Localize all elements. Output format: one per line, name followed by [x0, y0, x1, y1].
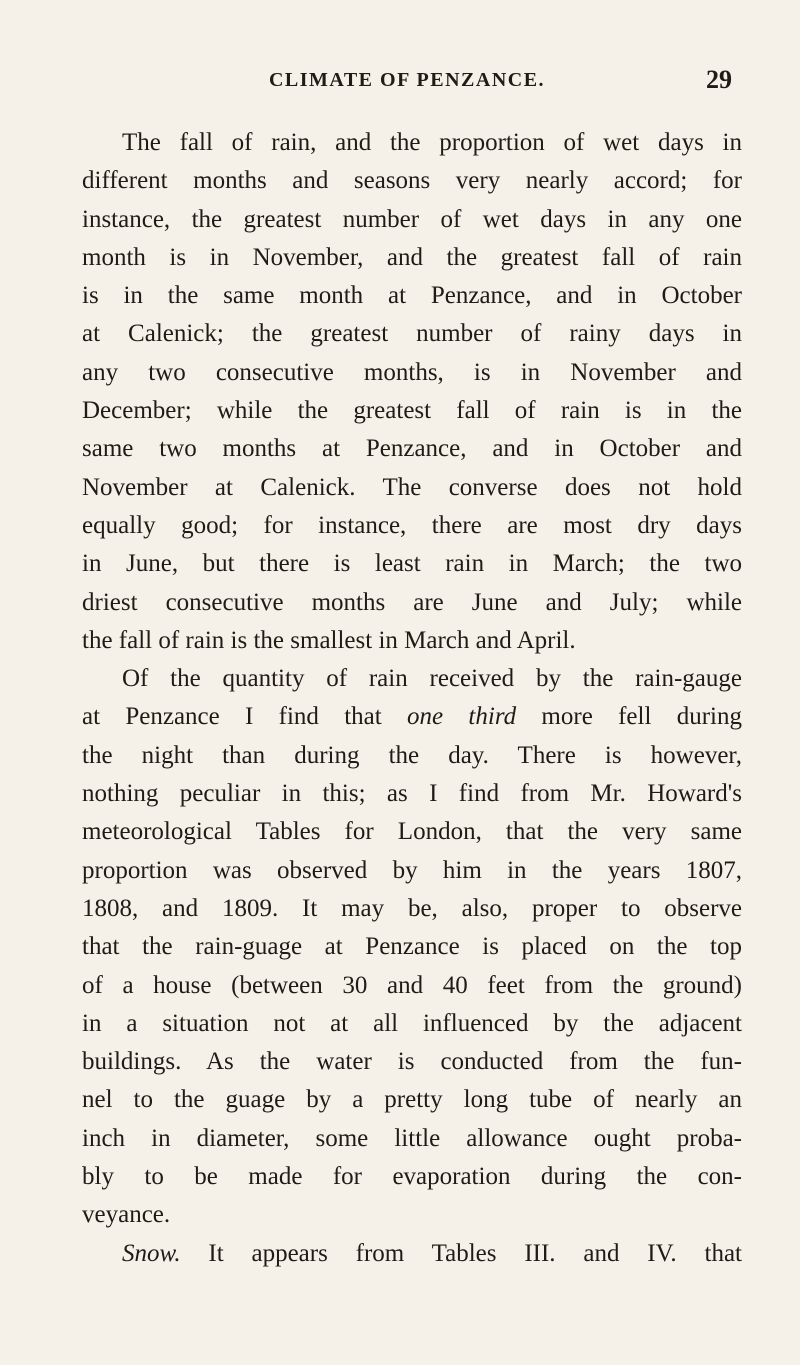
text-line: is in the same month at Penzance, and in October	[82, 282, 742, 310]
text-line: buildings. As the water is conducted from the fun-	[82, 1048, 742, 1076]
text-line: equally good; for instance, there are most dry days	[82, 511, 742, 539]
text-line: The fall of rain, and the proportion of wet days in	[122, 129, 742, 156]
text-line: instance, the greatest number of wet days in any one	[82, 205, 742, 233]
text-line: meteorological Tables for London, that the very same	[82, 818, 742, 846]
italic-text: one third	[407, 703, 517, 731]
text-line: inch in diameter, some little allowance ought proba-	[82, 1124, 742, 1152]
text-line: in a situation not at all influenced by the adjacent	[82, 1009, 742, 1037]
text-segment: more fell during	[516, 703, 742, 731]
text-line: in June, but there is least rain in March; the two	[82, 550, 742, 578]
text-line: December; while the greatest fall of rain is in the	[82, 397, 742, 425]
text-line	[82, 698, 742, 736]
text-line: the night than during the day. There is however,	[82, 741, 742, 769]
text-line: month is in November, and the greatest fall of rain	[82, 243, 742, 271]
text-line: nothing peculiar in this; as I find from Mr. Howard's	[82, 780, 742, 808]
text-segment: Of the quantity of rain received by the rain-gauge	[122, 665, 742, 693]
text-line	[82, 660, 742, 698]
italic-text: Snow.	[122, 1239, 181, 1267]
text-line: the fall of rain is the smallest in March and April.	[82, 626, 576, 654]
text-line: bly to be made for evaporation during the con-	[82, 1163, 742, 1191]
running-title: CLIMATE OF PENZANCE.	[268, 69, 546, 91]
text-line: that the rain-guage at Penzance is placed on the top	[82, 933, 742, 961]
text-segment: It appears from Tables III. and IV. that	[180, 1239, 742, 1267]
text-line: of a house (between 30 and 40 feet from the ground)	[82, 971, 742, 999]
text-segment: at Penzance I find that	[82, 703, 408, 731]
text-line: 1808, and 1809. It may be, also, proper to observe	[82, 894, 742, 922]
text-line: driest consecutive months are June and July; while	[82, 588, 742, 616]
text-line: at Calenick; the greatest number of rainy days in	[82, 320, 742, 348]
page-number: 29	[706, 65, 732, 94]
text-line: nel to the guage by a pretty long tube of nearly an	[82, 1086, 742, 1114]
text-line	[82, 1235, 742, 1273]
text-line: veyance.	[82, 1201, 171, 1229]
text-line: November at Calenick. The converse does not hold	[82, 473, 742, 501]
running-head	[82, 60, 732, 100]
body-text	[82, 124, 742, 1273]
text-line: proportion was observed by him in the years 1807,	[82, 856, 742, 884]
text-line: different months and seasons very nearly accord; for	[82, 167, 742, 195]
text-line: same two months at Penzance, and in October and	[82, 435, 742, 463]
text-line: any two consecutive months, is in November and	[82, 358, 742, 386]
